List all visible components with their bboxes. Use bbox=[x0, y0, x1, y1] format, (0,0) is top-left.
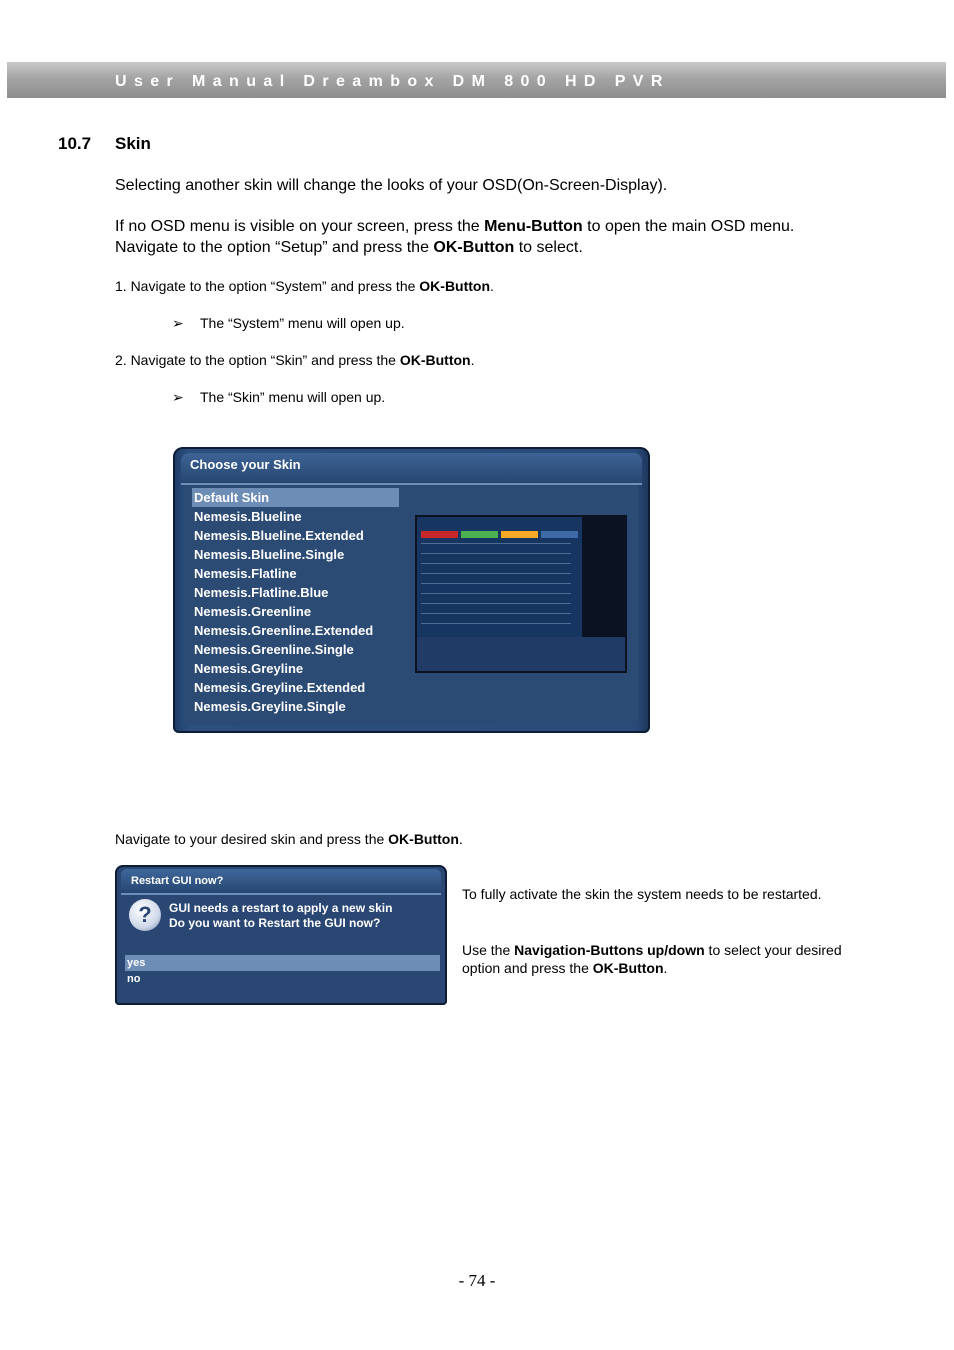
preview-row bbox=[421, 563, 571, 564]
preview-row bbox=[421, 543, 571, 544]
section-title: Skin bbox=[115, 134, 151, 153]
arrow-icon: ➢ bbox=[172, 315, 184, 331]
skin-list-item[interactable]: Nemesis.Greyline.Single bbox=[194, 699, 346, 714]
option-yes[interactable]: yes bbox=[125, 955, 440, 971]
preview-blue-tab bbox=[541, 531, 578, 538]
side-paragraph-1: To fully activate the skin the system needs to be restarted. bbox=[462, 886, 822, 902]
intro-paragraph: Selecting another skin will change the looks of your OSD(On-Screen-Display). bbox=[115, 177, 668, 194]
page-header bbox=[7, 62, 946, 98]
bullet-1: ➢ The “System” menu will open up. bbox=[172, 315, 405, 331]
skin-list-item[interactable]: Nemesis.Greenline.Extended bbox=[194, 623, 374, 638]
preview-infobar bbox=[417, 637, 625, 671]
step-2: 2. Navigate to the option “Skin” and press the OK-Button. bbox=[115, 352, 475, 368]
preview-row bbox=[421, 573, 571, 574]
skin-preview-image bbox=[415, 515, 627, 673]
skin-list-item[interactable]: Nemesis.Greyline bbox=[194, 661, 304, 676]
skin-list-item[interactable]: Default Skin bbox=[192, 488, 399, 507]
preview-row bbox=[421, 613, 571, 614]
preview-red-tab bbox=[421, 531, 458, 538]
preview-row bbox=[421, 603, 571, 604]
preview-row bbox=[421, 623, 571, 624]
preview-green-tab bbox=[461, 531, 498, 538]
skin-list-item[interactable]: Nemesis.Greenline bbox=[194, 604, 312, 619]
dialog-message: GUI needs a restart to apply a new skin Do you want to Restart the GUI now? bbox=[169, 901, 393, 930]
bullet-2: ➢ The “Skin” menu will open up. bbox=[172, 389, 386, 405]
skin-list-item[interactable]: Nemesis.Blueline.Single bbox=[194, 547, 345, 562]
skin-list-item[interactable]: Nemesis.Greenline.Single bbox=[194, 642, 354, 657]
side-paragraph-2: Use the Navigation-Buttons up/down to select your desired option and press the OK-Button. bbox=[462, 942, 842, 976]
skin-list bbox=[192, 488, 412, 716]
skin-list-item[interactable]: Nemesis.Flatline bbox=[194, 566, 297, 581]
restart-gui-dialog bbox=[115, 865, 447, 1005]
arrow-icon: ➢ bbox=[172, 389, 184, 405]
preview-row bbox=[421, 593, 571, 594]
skin-screen-title: Choose your Skin bbox=[190, 457, 301, 472]
skin-list-item[interactable]: Nemesis.Flatline.Blue bbox=[194, 585, 329, 600]
question-icon: ? bbox=[129, 899, 161, 931]
page-number: - 74 - bbox=[458, 1271, 496, 1290]
header-title: User Manual Dreambox DM 800 HD PVR bbox=[115, 73, 670, 90]
navigate-paragraph: Navigate to your desired skin and press the OK-Button. bbox=[115, 831, 463, 847]
preview-row bbox=[421, 583, 571, 584]
skin-list-item[interactable]: Nemesis.Blueline.Extended bbox=[194, 528, 364, 543]
preview-yellow-tab bbox=[501, 531, 538, 538]
section-number: 10.7 bbox=[58, 134, 92, 153]
dialog-title: Restart GUI now? bbox=[131, 875, 224, 887]
skin-list-item[interactable]: Nemesis.Greyline.Extended bbox=[194, 680, 366, 695]
option-no[interactable]: no bbox=[127, 973, 141, 985]
skin-list-item[interactable]: Nemesis.Blueline bbox=[194, 509, 302, 524]
choose-skin-screen bbox=[173, 447, 650, 733]
menu-paragraph: If no OSD menu is visible on your screen, press the Menu-Button to open the main OSD menu. Navigate to the option “Setup” and press the OK-Button to select. bbox=[115, 218, 795, 256]
skin-screen-body bbox=[185, 485, 638, 725]
step-1: 1. Navigate to the option “System” and press the OK-Button. bbox=[115, 278, 494, 294]
preview-row bbox=[421, 553, 571, 554]
